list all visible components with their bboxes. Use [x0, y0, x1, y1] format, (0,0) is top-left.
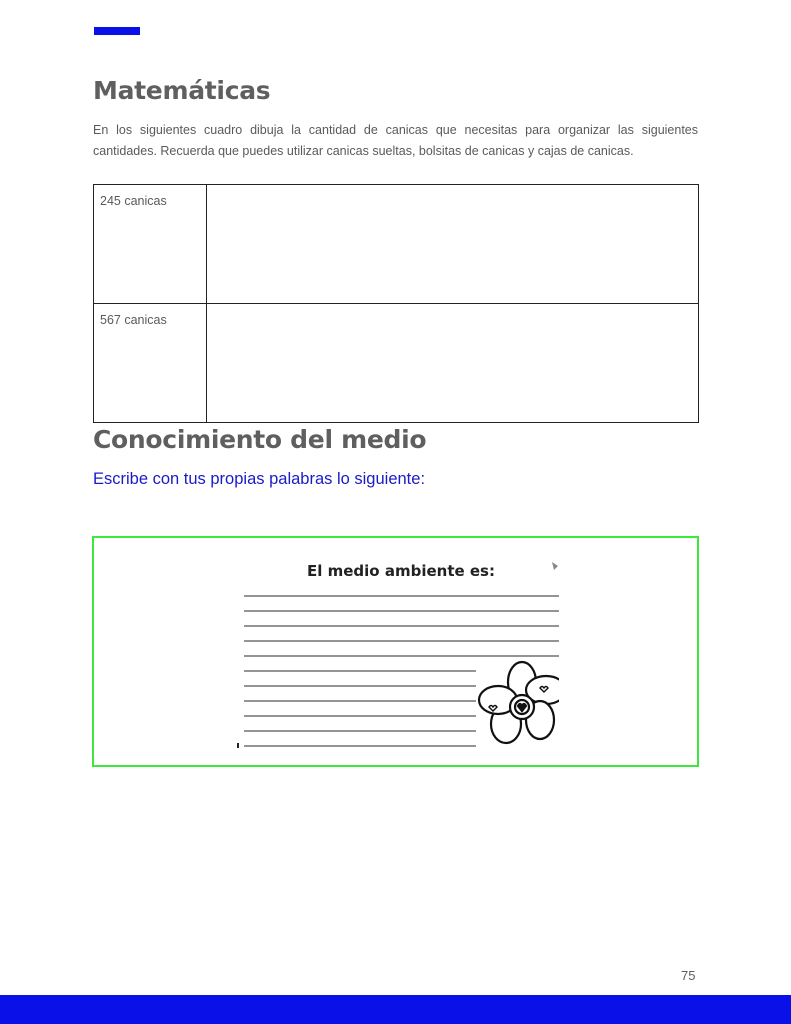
- science-prompt: Escribe con tus propias palabras lo siguiente:: [93, 470, 426, 488]
- row-label-245: 245 canicas: [94, 185, 207, 304]
- science-section-title: Conocimiento del medio: [93, 425, 427, 454]
- bottom-accent-bar: [0, 995, 791, 1024]
- top-accent-bar: [94, 27, 140, 35]
- margin-tick: [237, 743, 239, 748]
- worksheet-title: El medio ambiente es:: [307, 562, 495, 580]
- math-instructions: En los siguientes cuadro dibuja la cantidad de canicas que necesitas para organizar las siguientes cantidades. Recuerda que puedes utilizar canicas sueltas, bolsitas de canicas y cajas de canicas.: [93, 123, 698, 158]
- math-section-title: Matemáticas: [93, 76, 271, 105]
- row-label-567: 567 canicas: [94, 304, 207, 423]
- worksheet-frame: [92, 536, 699, 767]
- table-row: [94, 185, 699, 304]
- worksheet-image: [234, 550, 559, 760]
- marbles-table: [93, 184, 699, 423]
- page-number: 75: [681, 968, 696, 983]
- drawing-cell-567[interactable]: [207, 304, 699, 423]
- table-row: [94, 304, 699, 423]
- drawing-cell-245[interactable]: [207, 185, 699, 304]
